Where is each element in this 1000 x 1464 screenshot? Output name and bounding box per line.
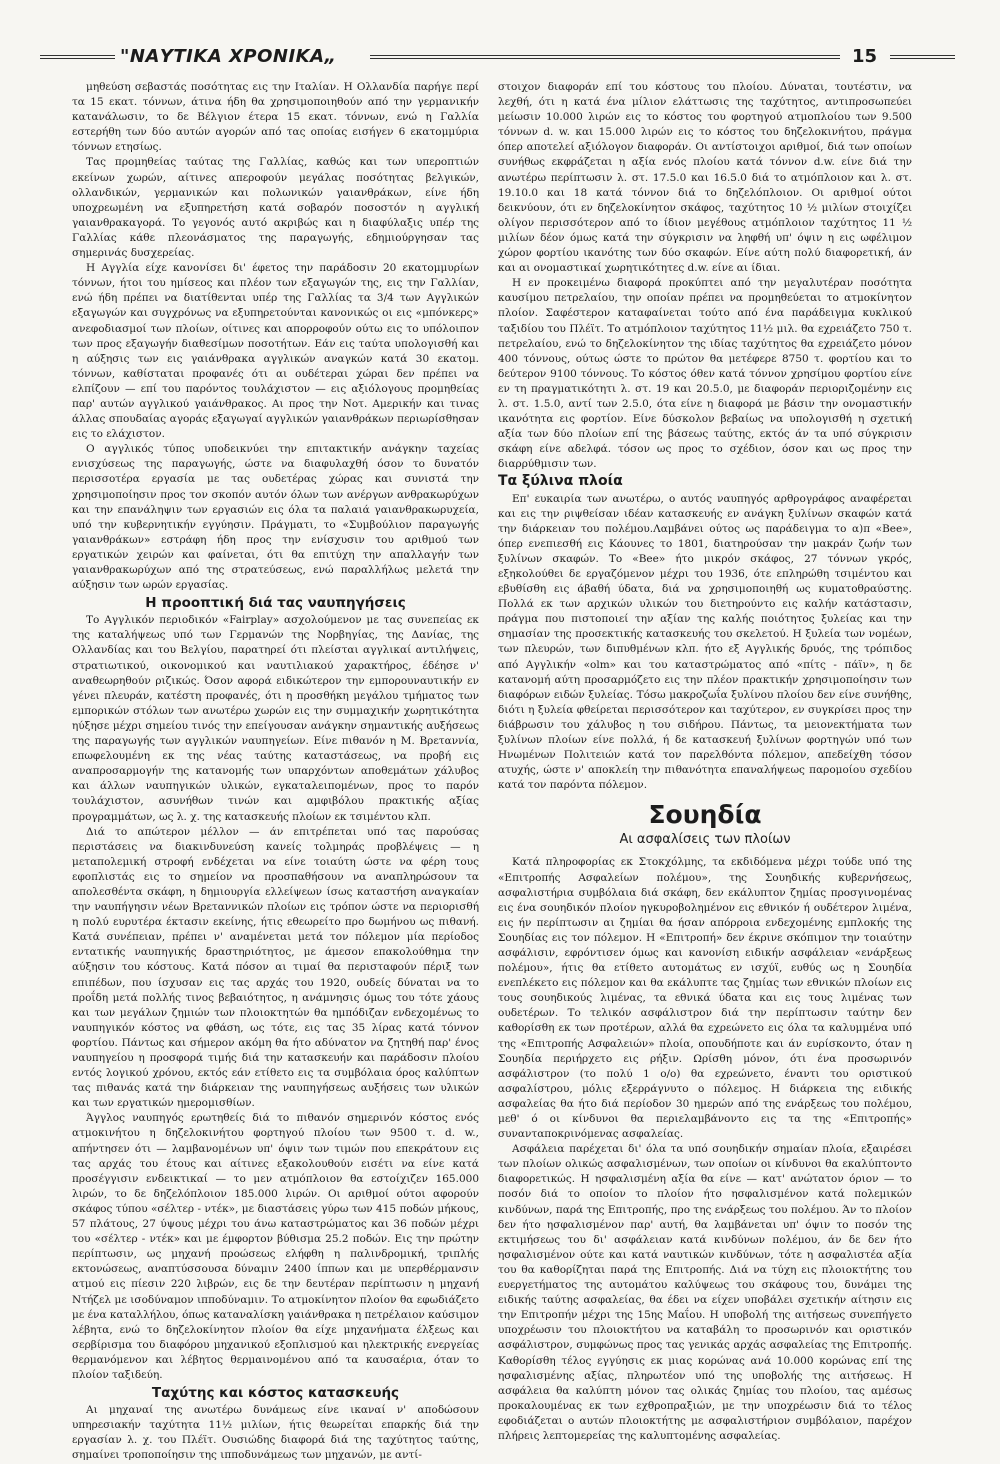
- section-heading: Τα ξύλινα πλοία: [498, 473, 623, 490]
- header-rule-middle: [370, 55, 840, 59]
- paragraph: Τας προμηθείας ταύτας της Γαλλίας, καθώς και των υπεροπτιών εκείνων χωρών, αίτινες απεροφούν μεγάλας ποσότητας βελγικών, ολλανδικών, γερμανικών και πολωνικών γαιανθράκων, είνε ήδη υποχρεωμένη να εξυπηρετήση κατά σοβαρόν ποσοστόν η αγγλική γαιανθρακαγορά. Το γεγονός αυτό ακριβώς και η διαφύλαξις υπέρ της Γαλλίας κάθε πλεονάσματος της παραγωγής, εδημιούργησαν τας σημερινάς δυσχερείας.: [72, 156, 479, 260]
- paragraph: Άγγλος ναυπηγός ερωτηθείς διά το πιθανόν σημερινόν κόστος ενός ατμοκινήτου η δηζελοκινήτου φορτηγού πλοίου των 9500 τ. d. w., απήντησεν ότι — λαμβανομένων υπ' όψιν των τιμών που επεκράτουν εις τας αρχάς του έτους και αίτινες εξακολουθούν εισέτι να είνε κατά προσέγγισιν ενδεικτικαί — το μεν ατμόπλοιον θα εστοίχιζεν 165.000 λιρών, το δε δηζελόπλοιον 185.000 λιρών. Οι αριθμοί ούτοι αφορούν σκάφος τύπου «σέλτερ - ντέκ», με διαστάσεις γύρω των 415 ποδών μήκους, 57 πλάτους, 27 ύψους μέχρι του άνω καταστρώματος και 36 ποδών μέχρι του «σέλτερ - ντέκ» και με έμφορτον βύθισμα 25.2 ποδών. Εις την πρώτην περίπτωσιν, ως μηχανή προώσεως ελήφθη η παλινδρομική, τριπλής εκτονώσεως, αναπτύσσουσα δύναμιν 2400 ίππων και με υπερθέρμανσιν ατμού εις πίεσιν 220 λιβρών, εις δε την δευτέραν περίπτωσιν η μηχανή Ντήζελ με ισοδύναμον ιπποδύναμιν. Το ατμοκίνητον πλοίον θα εφωδιάζετο με ένα καταλλήλου, όπως καταναλίσκη γαιάνθρακα η πετρέλαιον καύσιμον λέβητα, ενώ το δηζελοκίνητον πλοίον θα είχε μηχανήματα έλξεως και σερβίρισμα του διαφόρου μηχανικού εξοπλισμού και ηλεκτρικής ενεργείας θερμανόμενον και λέβητος θερμαινομένου από τα καυσαέρια, όταν το πλοίον ταξιδεύη.: [72, 1112, 479, 1381]
- paragraph: Ασφάλεια παρέχεται δι' όλα τα υπό σουηδικήν σημαίαν πλοία, εξαιρέσει των πλοίων ολικώς ασφαλισμένων, των οποίων οι κίνδυνοι θα εκαλύπτοντο διαφορετικώς. Η ησφαλισμένη αξία θα είνε — κατ' ανώτατον όριον — το ποσόν διά το οποίον το πλοίον ήτο ησφαλισμένον κατά πολεμικών κινδύνων, παρά της Επιτροπής, προ της ενάρξεως του πολέμου. Άν το πλοίον δεν ήτο ησφαλισμένον παρ' αυτή, θα λαμβάνεται υπ' όψιν το ποσόν της εκτιμήσεως του δι' ασφάλειαν κατά κινδύνων πολέμου, άν δε δεν ήτο ησφαλισμένον ούτε και κατά ναυτικών κινδύνων, τότε η ασφαλιστέα αξία του θα καθορίζηται παρά της Επιτροπής. Διά να τύχη εις πλοιοκτήτης του ευεργετήματος της αυτομάτου καλύψεως του σκάφους του, δυνάμει της ειδικής ταύτης ασφαλείας, θα έδει να είχεν υποβάλει σχετικήν αίτησιν εις την Επιτροπήν μέχρι της 15ης Μαΐου. Η υποβολή της αιτήσεως συνεπήγετο υποχρέωσιν του πλοιοκτήτου να καταβάλη το προσωρινόν και οριστικόν ασφάλιστρον, συμφώνως προς τας γενικάς αρχάς ασφαλείας της Επιτροπής. Καθορίσθη τέλος εγγύησις εκ μιας κορώνας ανά 10.000 κορώνας επί της ησφαλισμένης αξίας, πληρωτέον υπό της υποβολής της αιτήσεως. Η ασφάλεια θα καλύπτη μόνον τας ολικάς ζημίας του πλοίου, τας αμέσως προκαλουμένας εκ των εχθροπραξιών, με την υποχρέωσιν διά το τέλος εφοδιάζεται ο αυτών πλοιοκτήτης με ασφαλιστήριον συμβόλαιον, παρέχον πλήρεις λεπτομερείας της καλυπτομένης ασφαλείας.: [498, 1143, 912, 1442]
- paragraph: Επ' ευκαιρία των ανωτέρω, ο αυτός ναυπηγός αρθρογράφος αναφέρεται και εις την ριψθείσαν ιδέαν κατασκευής εν ανάγκη ξυλίνων σκαφών κατά την διάρκειαν του πολέμου.Λαμβάνει ούτος ως παράδειγμα το α)π «Bee», όπερ ενεπιεσθή εις Κάουνες το 1801, διατηρούσαν την μακράν ζωήν των ξυλίνων σκαφών. Το «Bee» ήτο μικρόν σκάφος, 27 τόννων γκρός, εξηκολούθει δε εργαζόμενον μέχρι του 1936, ότε επληρώθη τσιμέντου και εβυθίσθη εις άβαθή ύδατα, διά να χρησιμοποιηθή ως κυματοθραύστης. Πολλά εκ των αρχικών υλικών του διετηρούντο εις καλήν κατάστασιν, πράγμα που πιστοποιεί την αξίαν της καλής ποιότητος ξυλείας και την σημασίαν της προσεκτικής κατασκευής του σκελετού. Η ξυλεία των νομέων, των πλευρών, των διπυθμένων κλπ. ήτο εξ Αγγλικής δρυός, της τρόπιδος από Αγγλικήν «olm» και του καταστρώματος από «πίτς - πάϊν», η δε κατανομή αύτη προσαρμόζετο εις την πλέον πρακτικήν χρησιμοποίησιν των διαφόρων ειδών ξυλείας. Τόσω μακροζωΐα ξυλίνου πλοίου δεν είνε συνήθης, διότι η ξυλεία φθείρεται περισσότερον και ταχύτερον, εν συγκρίσει προς την διάβρωσιν του χάλυβος η του σιδήρου. Πάντως, τα μειονεκτήματα των ξυλίνων πλοίων είνε πολλά, ή δε κατασκευή ξυλίνων φορτηγών υπό των Ηνωμένων Πολιτειών κατά τον παρελθόντα πόλεμον, απεδείχθη τόσον ατυχής, ώστε ν' αποκλείη την πιθανότητα επαναλήψεως παρομοίου σχεδίου κατά τον παρόντα πόλεμον.: [498, 492, 912, 792]
- paragraph: Αι μηχαναί της ανωτέρω δυνάμεως είνε ικαναί ν' αποδώσουν υπηρεσιακήν ταχύτητα 11½ μιλίων, ήτις θεωρείται επαρκής διά την εργασίαν λ. χ. του Πλέϊτ. Ουσιώδης διαφορά διά της ταχύτητος ταύτης, σημαίνει τροποποίησιν της ιπποδυνάμεως των μηχανών, με αντί-: [72, 1404, 479, 1462]
- masthead-title: "ΝΑΥΤΙΚΑ ΧΡΟΝΙΚΑ„: [120, 46, 337, 67]
- paragraph: Η Αγγλία είχε κανονίσει δι' έφετος την παράδοσιν 20 εκατομμυρίων τόννων, ήτοι του ημίσεος και πλέον των εξαγωγών της, εις την Γαλλίαν, ενώ ήδη πρέπει να διατίθενται υπέρ της Γαλλίας τα 3/4 των Αγγλικών εξαγωγών και συγχρόνως να εξυπηρετούνται κανονικώς οι εις «μπόνκερς» ανεφοδιασμοί των πλοίων, οίτινες και απορροφούν ούτω εις το υπόλοιπον των προς εξαγωγήν διαθεσίμων ποσοτήτων. Εάν εις ταύτα υπολογισθή και η αύξησις των εις γαιάνθρακα αγγλικών αναγκών κατά 30 εκατομ. τόννων, καθίσταται προφανές ότι αι ουδέτεραι χώραι δεν πρέπει να ελπίζουν — επί του παρόντος τουλάχιστον — εις αξιόλογους προμηθείας παρ' αυτών αγγλικού γαιάνθρακος. Αι προς την Νοτ. Αμερικήν και τινας άλλας σπουδαίας αγοράς εξαγωγαί αγγλικών γαιανθράκων περιωρίσθησαν εις το ελάχιστον.: [72, 262, 479, 441]
- page-number: 15: [852, 46, 878, 67]
- paragraph: Το Αγγλικόν περιοδικόν «Fairplay» ασχολούμενον με τας συνεπείας εκ της καταλήψεως υπό των Γερμανών της Νορβηγίας, της Δανίας, της Ολλανδίας και του Βελγίου, παρατηρεί ότι πλείσται αγγλικαί αντιλήψεις, στρατιωτικού, οικονομικού και ναυτιλιακού χαρακτήρος, έδέησε ν' αναθεωρηθούν ριζικώς. Όσον αφορά ειδικώτερον την εμπορουναυτικήν εν γένει πλευράν, κατέστη προφανές, ότι η προσθήκη μεγάλου τμήματος των εμπορικών στόλων των ανωτέρω χωρών εις την συμμαχικήν χωρητικότητα ηύξησε μέχρι σημείου τινός την επείγουσαν ανάγκην σημαντικής αυξήσεως της παραγωγής των αγγλικών ναυπηγείων. Είνε πιθανόν η Μ. Βρεταννία, επωφελουμένη εκ της νέας ταύτης καταστάσεως, να προβή εις αναπροσαρμογήν της κατανομής των υπαρχόντων αποθεμάτων χάλυβος και άλλων ναυπηγικών υλικών, εγκαταλειπομένων, προς το παρόν τουλάχιστον, ασυνήθων τινών και αμφιβόλου πρακτικής αξίας προγραμμάτων, ως λ. χ. της κατασκευής πλοίων εκ τσιμέντου κλπ.: [72, 614, 479, 823]
- article-subheading: Αι ασφαλίσεις των πλοίων: [619, 832, 791, 848]
- section-heading: Ταχύτης και κόστος κατασκευής: [151, 1385, 400, 1402]
- country-heading: Σουηδία: [648, 800, 762, 830]
- paragraph: Κατά πληροφορίας εκ Στοκχόλμης, τα εκδιδόμενα μέχρι τούδε υπό της «Επιτροπής Ασφαλείων πολέμου», της Σουηδικής κυβερνήσεως, ασφαλιστήρια συμβόλαια διά σκάφη, δεν εκάλυπτον ζημίας προσγινομένας εις ένα σουηδικόν πλοίον ηγκυροβολημένον εις εθνικόν ή ουδέτερον λιμένα, εις ήν περίπτωσιν αι ζημίαι θα ήσαν απόρροια ενδεχομένης εμπλοκής της Σουηδίας εις τον πόλεμον. Η «Επιτροπή» δεν έκρινε σκόπιμον την τοιαύτην ασφάλισιν, εφρόντισεν όμως και κανονίση ειδικήν ασφάλειαν «ενάρξεως πολέμου», ήτις θα ετίθετο αυτομάτως εν ισχύϊ, ευθύς ως η Σουηδία ενεπλέκετο εις πόλεμον και θα εκάλυπτε τας ζημίας των εθνικών πλοίων εις τους σουηδικούς λιμένας, τα εθνικά ύδατα και εις τους λιμένας των ουδετέρων. Το τελικόν ασφάλιστρον διά την περίπτωσιν ταύτην δεν καθορίσθη εκ των προτέρων, αλλά θα εχρεώνετο εις όλα τα καλυμμένα υπό της «Επιτροπής Ασφαλειών» πλοία, οπουδήποτε και άν ευρίσκοντο, όταν η Σουηδία περιήρχετο εις ρήξιν. Ωρίσθη μόνον, ότι ένα προσωρινόν ασφάλιστρον (το πολύ 1 ο/ο) θα εχρεώνετο, έναντι του οριστικού ασφαλίστρου, μόλις εξερράγνυτο ο πόλεμος. Η διάρκεια της ειδικής ασφαλείας θα ήτο διά περίοδον 30 ημερών από της ενάρξεως του πολέμου, μεθ' ό οι κίνδυνοι θα περιελαμβάνοντο εις τα της «Επιτροπής» συνανταποκρινόμενας ασφαλείας.: [498, 856, 912, 1141]
- section-heading: Η προοπτική διά τας ναυπηγήσεις: [145, 595, 406, 612]
- right-column: [498, 80, 912, 1442]
- header-rule-right: [890, 55, 955, 59]
- paragraph: Διά το απώτερον μέλλον — άν επιτρέπεται υπό τας παρούσας περιστάσεις να διακινδυνεύση κανείς τολμηράς προβλέψεις — η μεταπολεμική στροφή ενδέχεται να είνε τοιαύτη ώστε να φέρη τους εφοπλιστάς εις το σημείον να προσπαθήσουν να αναπληρώσουν τα απολεσθέντα σκάφη, η δημιουργία ελλείψεων ίσως καταστήση αναγκαίαν την ναυπήγησιν νέων Βρεταννικών πλοίων εις τρόπον ώστε να περιορισθή η πολύ ευρυτέρα έκτασιν εκείνης, ήτις εθεωρείτο προ δωμήνου ως πιθανή. Κατά συνέπειαν, πρέπει ν' αναμένεται μετά τον πόλεμον μία περίοδος εντατικής ναυπηγικής δραστηριότητος, με άμεσον επακολούθημα την αύξησιν του κόστους. Κατά πόσον αι τιμαί θα περισταφούν πέριξ των επιπέδων, που ίσχυσαν εις τας αρχάς του 1920, ουδείς δύναται να το προΐδη μετά πολλής τινος βεβαιότητος, η ανάμνησις όμως του τότε χάους και των μεγάλων ζημιών των πλοιοκτητών θα ημπόδιζαν ενδεχομένως το ναυπηγικόν κόστος να φθάση, ως τότε, εις τας 35 λίρας κατά τόννον φορτίου. Πάντως και σήμερον ακόμη θα ήτο αδύνατον να ζητηθή παρ' ένος ναυπηγείου η προσφορά τιμής διά την κατασκευήν και παράδοσιν πλοίου εντός λογικού χρόνου, εκτός εάν ετίθετο εις τα συμβόλαια όρος καλύπτων τας πιθανάς κατά την διάρκειαν της ναυπηγήσεως αυξήσεις των υλικών και των εργατικών ημερομισθίων.: [72, 825, 479, 1110]
- paragraph: στοιχον διαφοράν επί του κόστους του πλοίου. Δύναται, τουτέστιν, να λεχθή, ότι η κατά ένα μίλιον ελάττωσις της ταχύτητος, αντιπροσωπεύει μείωσιν 10.000 λιρών εις το κόστος του φορτηγού ατμοπλοίου των 9.500 τόννων d. w. και 15.000 λιρών εις το κόστος του δηζελοκινήτου, πράγμα όπερ αποτελεί αξιόλογον διαφοράν. Οι αντίστοιχοι αριθμοί, διά των οποίων συνήθως εκφράζεται η αξία ενός πλοίου κατά τόννον d.w. είνε διά την ανωτέρω περίπτωσιν λ. στ. 17.5.0 και 16.5.0 διά το ατμόπλοιον και λ. στ. 19.10.0 και 18 κατά τόννον διά το δηζελόπλοιον. Οι αριθμοί ούτοι δεικνύουν, ότι εν δηζελοκίνητον σκάφος, ταχύτητος 10 ½ μιλίων στοιχίζει ολίγον περισσότερον από το ίδιον μεγέθους ατμόπλοιον ταχύτητος 11 ½ μιλίων δέον όμως κατά την σύγκρισιν να ληφθή υπ' όψιν η εις ωφέλιμον χώρον φορτίου ικανότης των δύο σκαφών. Είνε αύτη πολύ διαφορετική, άν και αι ονομαστικαί χωρητικότητες d.w. είνε αι ίδιαι.: [498, 81, 912, 275]
- page-header: [40, 46, 955, 70]
- paragraph: Η εν προκειμένω διαφορά προκύπτει από την μεγαλυτέραν ποσότητα καυσίμου πετρελαίου, την οποίαν πρέπει να προμηθεύεται το ατμοκίνητον πλοίον. Σαφέστερον καταφαίνεται τούτο από ένα παράδειγμα κυκλικού ταξιδίου του Πλέϊτ. Το ατμόπλοιον ταχύτητος 11½ μιλ. θα εχρειάζετο 750 τ. πετρελαίου, ενώ το δηζελοκίνητον της ιδίας ταχύτητος θα εχρειάζετο μόνον 400 τόννους, ούτως ώστε το πρώτον θα μετέφερε 8750 τ. φορτίου και το δεύτερον 9100 τόννους. Το κόστος όθεν κατά τόννον χρησίμου φορτίου είνε εν τη πραγματικότητι λ. στ. 19 και 20.5.0, με διαφοράν περιοριζομένην εις λ. στ. 1.5.0, αντί των 2.5.0, ότα είνε η διαφορά με βάσιν την ονομαστικήν ικανότητα εις φορτίον. Είνε δύσκολον βεβαίως να υπολογισθή η σχετική αξία των δύο πλοίων επί της βάσεως ταύτης, εκτός άν τα υπό σύγκρισιν σκάφη είνε αδελφά. τόσον ως προς το σχέδιον, όσον και ως προς την διαρρύθμισιν των.: [498, 277, 912, 471]
- left-column: [72, 80, 479, 1462]
- paragraph: Ο αγγλικός τύπος υποδεικνύει την επιτακτικήν ανάγκην ταχείας ενισχύσεως της παραγωγής, ώστε να διαφυλαχθή όσον το δυνατόν περισσοτέρα εργασία με τας ουδετέρας χώρας και συνιστά την χρησιμοποίησιν προς τον σκοπόν αυτόν όλων των ανέργων ανθρακωρύχων και την επανάληψιν των εργασιών εις όλα τα παλαιά γαιανθρακωρυχεία, υπό την κυβερνητικήν εγγύησιν. Πράγματι, το «Συμβούλιον παραγωγής γαιανθράκων» εστράφη ήδη προς την ενίσχυσιν του αριθμού των εργατικών χειρών και φαίνεται, ότι θα επιτύχη την απαλλαγήν των γαιανθρακωρύχων από της στρατεύσεως, ενώ παραλλήλως μελετά την αύξησιν των ωρών εργασίας.: [72, 443, 479, 592]
- header-rule-left: [40, 55, 115, 59]
- paragraph: μηθεύση σεβαστάς ποσότητας εις την Ιταλίαν. Η Ολλανδία παρήγε περί τα 15 εκατ. τόννων, άτινα ήδη θα χρησιμοποιηθούν από την γερμανικήν κατανάλωσιν, το δε Βέλγιον έτερα 15 εκατ. τόννων, ενώ η Γαλλία εστερήθη των δύο αυτών αγορών από τας οποίας εισήγεν 6 εκατομμύρια τόννων ετησίως.: [72, 81, 479, 154]
